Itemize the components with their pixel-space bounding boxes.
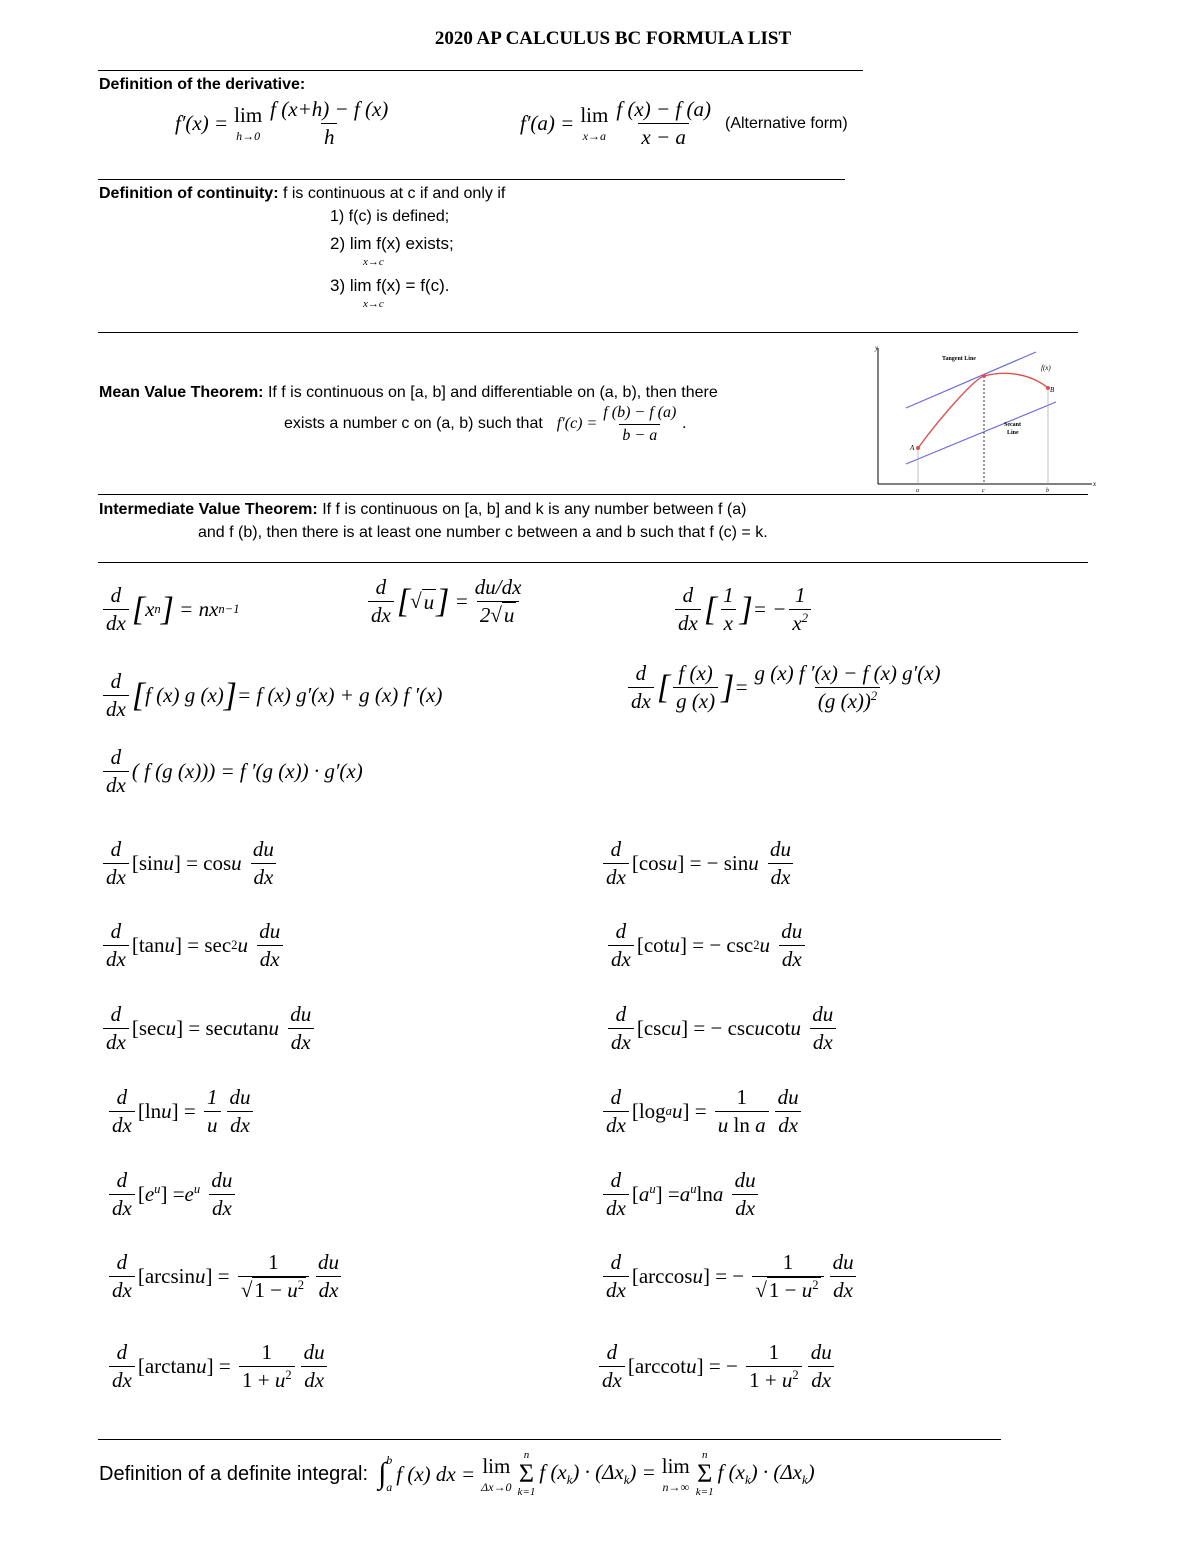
a-power-derivative: $\frac{d}{dx}$ [ $a^u$ ] = $a^u$ ln a $\frac{du}{dx}$ xyxy=(600,1169,762,1220)
tick-a: a xyxy=(916,488,919,494)
continuity-heading: Definition of continuity: xyxy=(99,185,279,202)
mvt-heading: Mean Value Theorem: xyxy=(99,384,264,401)
tangent-label: Tangent Line xyxy=(942,356,976,362)
fx-label: f(x) xyxy=(1041,364,1051,372)
mvt-denominator: b − a xyxy=(619,424,660,445)
x-axis-label: x xyxy=(1093,480,1097,488)
arcsin-derivative: $\frac{d}{dx}$ [arcsin u ] = $\frac{1}{√1 - u^2}$ $\frac{du}{dx}$ xyxy=(106,1251,345,1302)
alt-note: (Alternative form) xyxy=(725,114,848,132)
mvt-line-1 xyxy=(99,384,718,402)
mvt-line-2: exists a number c on (a, b) such that f′(c) = $\frac{f (b) - f (a)}{b - a}$ . xyxy=(284,404,687,444)
power-rule: $\frac{d}{dx}$ [ x n ] = nx n−1 xyxy=(100,584,240,635)
derivative-formula xyxy=(175,98,394,149)
exp-derivative: $\frac{d}{dx}$ [ $e^u$ ] = $e^u$ $\frac{du}{dx}$ xyxy=(106,1169,238,1220)
y-axis-label: y xyxy=(875,344,879,352)
tick-b: b xyxy=(1046,488,1049,494)
mvt-lhs: f′(c) = xyxy=(556,415,598,433)
lim-sub: h→0 xyxy=(236,129,261,144)
derivative-alt-formula xyxy=(520,98,848,149)
divider xyxy=(98,179,845,180)
alt-denominator: x − a xyxy=(638,123,689,149)
derivative-denominator: h xyxy=(321,123,338,149)
mvt-numerator: f (b) − f (a) xyxy=(603,404,677,421)
integral-definition: Definition of a definite integral: ∫ b a f (x) dx = lim Δx→0 n Σ k=1 f $(x_k) \cdot (\Delta x_k)$ = lim n→∞ n Σ k=1 f $(x_k) \cdot (\Delta x_k)$ xyxy=(99,1449,815,1498)
continuity-intro: f is continuous at c if and only if xyxy=(282,185,506,202)
product-rule: $\frac{d}{dx}$ [ f (x) g (x) ] = f (x) g′(x) + g (x) f ′(x) xyxy=(100,670,442,721)
divider xyxy=(98,562,1088,563)
continuity-item-2: 2) lim f(x) exists; xyxy=(330,234,454,253)
log-a-derivative: $\frac{d}{dx}$ [log a u ] = $\frac{1}{\text{u ln a}}$ $\frac{du}{dx}$ xyxy=(600,1086,805,1137)
secant-label-1: Secant xyxy=(1004,422,1021,428)
derivative-numerator: f (x+h) − f (x) xyxy=(270,97,389,121)
point-b-label: B xyxy=(1050,386,1055,394)
lim-sub: x→a xyxy=(582,129,607,144)
lim-text: lim xyxy=(580,103,609,128)
divider xyxy=(98,1439,1001,1440)
ivt-heading: Intermediate Value Theorem: xyxy=(99,501,318,518)
cot-derivative: $\frac{d}{dx}$ [cot u ] = − csc 2 u $\frac{du}{dx}$ xyxy=(605,920,808,971)
integral-label: Definition of a definite integral: xyxy=(99,1462,369,1485)
quotient-rule: $\frac{d}{dx}$ [ $\frac{f (x)}{g (x)}$ ] = $\frac{g (x) f '(x) - f (x) g'(x)}{(g (x))^2}$ xyxy=(625,662,947,713)
ivt-text-1: If f is continuous on [a, b] and k is any number between f (a) xyxy=(322,501,747,518)
tick-c: c xyxy=(982,488,985,494)
ivt-text-2: and f (b), then there is at least one number c between a and b such that f (c) = k. xyxy=(198,524,768,541)
divider xyxy=(98,494,1088,495)
arccos-derivative: $\frac{d}{dx}$ [arccos u ] = − $\frac{1}{√1 - u^2}$ $\frac{du}{dx}$ xyxy=(600,1251,860,1302)
csc-derivative: $\frac{d}{dx}$ [csc u ] = − csc u cot u $\frac{du}{dx}$ xyxy=(605,1003,839,1054)
alt-lhs: f′(a) = xyxy=(520,111,575,136)
mvt-text-2: exists a number c on (a, b) such that xyxy=(284,415,543,433)
reciprocal-rule: $\frac{d}{dx}$ [ $\frac{1}{x}$ ] = − $\frac{1}{x^2}$ xyxy=(672,584,814,635)
mvt-text-1: If f is continuous on [a, b] and differentiable on (a, b), then there xyxy=(267,384,718,401)
lim-sub: x→c xyxy=(363,256,384,268)
ln-derivative: $\frac{d}{dx}$ [ln u ] = $\frac{1}{u}$ $\frac{du}{dx}$ xyxy=(106,1086,257,1137)
divider xyxy=(98,70,863,71)
derivative-heading: Definition of the derivative: xyxy=(99,76,306,93)
ivt-line-1 xyxy=(99,501,746,519)
continuity-line xyxy=(99,185,505,203)
secant-label-2: Line xyxy=(1007,430,1019,436)
arccot-derivative: $\frac{d}{dx}$ [arccot u ] = − $\frac{1}{1 + u^2}$ $\frac{du}{dx}$ xyxy=(596,1341,838,1392)
tan-derivative: $\frac{d}{dx}$ [tan u ] = sec 2 u $\frac{du}{dx}$ xyxy=(100,920,286,971)
function-curve xyxy=(918,373,1048,448)
arctan-derivative: $\frac{d}{dx}$ [arctan u ] = $\frac{1}{1 + u^2}$ $\frac{du}{dx}$ xyxy=(106,1341,331,1392)
derivative-lhs: f′(x) = xyxy=(175,111,229,136)
mvt-graph xyxy=(866,340,1100,496)
chain-rule: $\frac{d}{dx}$ ( f (g (x))) = f ′(g (x)) · g′(x) xyxy=(100,746,363,797)
lim-sub: x→c xyxy=(363,298,384,310)
page-title: 2020 AP CALCULUS BC FORMULA LIST xyxy=(434,28,792,49)
lim-text: lim xyxy=(234,103,263,128)
cos-derivative: $\frac{d}{dx}$ [cos u ] = − sin u $\frac{du}{dx}$ xyxy=(600,838,797,889)
continuity-item-3: 3) lim f(x) = f(c). xyxy=(330,276,450,295)
sin-derivative: $\frac{d}{dx}$ [sin u ] = cos u $\frac{du}{dx}$ xyxy=(100,838,280,889)
sec-derivative: $\frac{d}{dx}$ [sec u ] = sec u tan u $\frac{du}{dx}$ xyxy=(100,1003,317,1054)
divider xyxy=(98,332,1078,333)
alt-numerator: f (x) − f (a) xyxy=(616,97,711,121)
continuity-item-1: 1) f(c) is defined; xyxy=(330,208,450,225)
sqrt-rule: $\frac{d}{dx}$ [ √ u ] = $\frac{du/dx}{2√u}$ xyxy=(365,576,527,627)
point-a-label: A xyxy=(910,444,915,452)
